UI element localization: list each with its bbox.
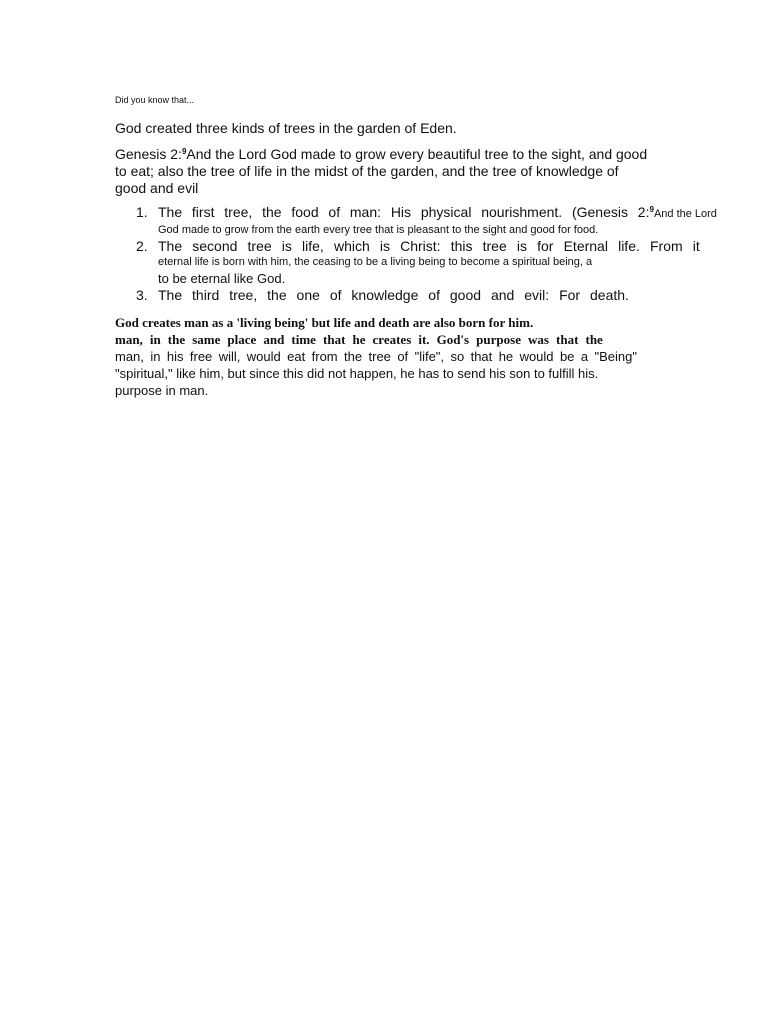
word: His [390,204,412,220]
word: would [519,349,554,364]
closing-line-3: purpose in man. [115,383,209,398]
verse-number: 9 [649,205,654,214]
word: creates [372,332,412,347]
word: one [296,287,320,303]
word: food [291,204,319,220]
reference-tail: And the Lord [653,208,717,220]
word: man, [115,332,143,347]
word: tree [482,238,507,254]
word: free [189,349,213,364]
word: time [291,332,316,347]
word: he [498,349,514,364]
list-item [128,204,718,238]
word: "Being" [594,349,637,364]
word: man, [115,349,144,364]
word: and [263,332,285,347]
word: good [449,287,482,303]
word: death. [590,287,629,303]
word: (Genesis [571,204,628,220]
verse-number: 9 [181,147,187,156]
word: so [450,349,465,364]
word: The [158,287,183,303]
list-item-line-2: God made to grow from the earth every tree that is pleasant to the sight and good for food. [158,224,599,236]
list-item-line-3: to be eternal like God. [158,271,286,286]
word: physical [420,204,472,220]
word: The [158,238,183,254]
word: nourishment. [481,204,563,220]
word: the [344,349,363,364]
genesis-quote [115,146,655,197]
list-item-line-1 [158,204,717,223]
list-item-line-1 [158,238,700,255]
word: "life", [414,349,445,364]
word: a [580,349,589,364]
word: the [262,204,282,220]
word: would [246,349,281,364]
list-number: 1. [136,204,148,220]
intro-sentence: God created three kinds of trees in the garden of Eden. [115,120,457,136]
bold-paragraph [115,314,603,348]
word: tree, [224,204,253,220]
word: is [281,238,292,254]
word: the [267,287,287,303]
word: tree [247,238,272,254]
word: tree [368,349,391,364]
word: for [537,238,554,254]
list-item [128,238,718,287]
list-item-line-1 [158,287,629,304]
word: place [227,332,257,347]
list-item-line-2: eternal life is born with him, the ceasing to be a living being to become a spiritual being, a [158,256,593,268]
word: and [490,287,515,303]
trees-list [128,204,718,304]
bold-line-2 [115,331,603,348]
list-item [128,287,718,304]
word: knowledge [351,287,419,303]
word: man: [349,204,382,220]
word: Christ: [400,238,441,254]
word: that [323,332,346,347]
word: same [192,332,221,347]
word: in [150,349,161,364]
closing-line-2: "spiritual," like him, but since this did not happen, he has to send his son to fulfill his. [115,366,599,381]
genesis-line-2: to eat; also the tree of life in the midst of the garden, and the tree of knowledge of [115,163,619,179]
word: be [559,349,575,364]
genesis-line-3: good and evil [115,180,199,196]
word: evil: [524,287,550,303]
word: eat [287,349,306,364]
genesis-ref: Genesis 2: [115,146,182,162]
word: life, [302,238,324,254]
kicker-text: Did you know that... [115,95,195,105]
word: was [528,332,549,347]
word: Eternal [563,238,608,254]
word: of [328,204,341,220]
word: he [352,332,366,347]
word: in [149,332,161,347]
word: second [192,238,238,254]
list-number: 2. [136,238,148,254]
word: which [333,238,370,254]
word: his [166,349,184,364]
word: will, [218,349,241,364]
word: this [450,238,473,254]
word: life. [618,238,640,254]
word: God's [436,332,470,347]
word: that [556,332,579,347]
scripture-reference [638,204,717,223]
word: it. [418,332,430,347]
word: it [692,238,700,254]
word: tree, [229,287,258,303]
genesis-line-1 [115,146,655,163]
word: For [559,287,581,303]
word: of [428,287,440,303]
word: from [311,349,338,364]
word: the [585,332,603,347]
word: first [191,204,215,220]
closing-paragraph [115,348,637,399]
word: the [167,332,186,347]
word: The [158,204,183,220]
word: of [397,349,409,364]
word: is [379,238,390,254]
list-number: 3. [136,287,148,303]
word: purpose [476,332,521,347]
word: of [329,287,342,303]
word: third [192,287,220,303]
closing-line-1 [115,348,637,365]
word: From [650,238,683,254]
genesis-line-1-text: And the Lord God made to grow every beautiful tree to the sight, and good [186,146,648,162]
word: is [516,238,527,254]
bold-line-1: God creates man as a 'living being' but life and death are also born for him. [115,315,534,330]
reference-chapter: 2: [637,204,650,220]
word: that [470,349,493,364]
